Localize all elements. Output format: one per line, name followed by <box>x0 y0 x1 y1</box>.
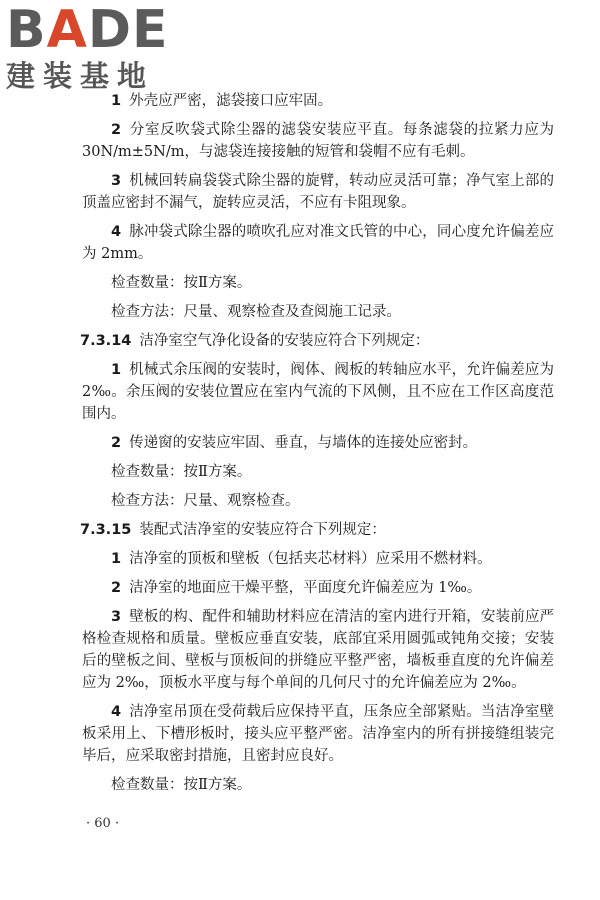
numbered-item <box>82 701 554 767</box>
paragraph-text: 洁净室的顶板和壁板（包括夹芯材料）应采用不燃材料。 <box>129 551 492 567</box>
paragraph-text: 洁净室的地面应干燥平整，平面度允许偏差应为 1‰。 <box>129 580 482 596</box>
paragraph-text: 分室反吹袋式除尘器的滤袋安装应平直。每条滤袋的拉紧力应为 30N/m±5N/m，与滤袋连接接触的短管和袋帽不应有毛刺。 <box>82 122 554 160</box>
numbered-item <box>82 221 554 265</box>
numbered-item <box>82 359 554 425</box>
inspection-note <box>82 490 554 512</box>
paragraph-text: 洁净室吊顶在受荷载后应保持平直，压条应全部紧贴。当洁净室壁板采用上、下槽形板时，接头应平整严密。洁净室内的所有拼接缝组装完毕后，应采取密封措施，且密封应良好。 <box>82 704 554 764</box>
item-number: 1 <box>111 93 122 109</box>
inspection-note <box>82 301 554 323</box>
paragraph-text: 脉冲袋式除尘器的喷吹孔应对准文氏管的中心，同心度允许偏差应为 2mm。 <box>82 224 554 262</box>
item-number: 1 <box>111 551 122 567</box>
paragraph-text: 洁净室空气净化设备的安装应符合下列规定： <box>139 333 430 349</box>
inspection-note <box>82 461 554 483</box>
item-number: 3 <box>111 609 122 625</box>
item-number: 3 <box>111 173 122 189</box>
item-number: 2 <box>111 435 122 451</box>
paragraph-text: 装配式洁净室的安装应符合下列规定： <box>139 522 386 538</box>
paragraph-text: 壁板的构、配件和辅助材料应在清洁的室内进行开箱，安装前应严格检查规格和质量。壁板应垂直安装，底部宜采用圆弧或钝角交接；安装后的壁板之间、壁板与顶板间的拼缝应平整严密，墙板垂直度的允许偏差应为 2‰，顶板水平度与每个单间的几何尺寸的允许偏差应为 2‰。 <box>82 609 554 691</box>
numbered-item <box>82 548 554 570</box>
clause-number: 7.3.14 <box>80 333 132 349</box>
clause-number: 7.3.15 <box>80 522 132 538</box>
paragraph-text: 检查数量：按Ⅱ方案。 <box>111 777 252 793</box>
numbered-item <box>82 432 554 454</box>
paragraph-text: 检查数量：按Ⅱ方案。 <box>111 464 252 480</box>
paragraph-text: 外壳应严密，滤袋接口应牢固。 <box>129 93 333 109</box>
paragraph-text: 传递窗的安装应牢固、垂直，与墙体的连接处应密封。 <box>129 435 478 451</box>
numbered-item <box>82 577 554 599</box>
page-number: · 60 · <box>86 816 120 831</box>
logo-wordmark: BADE <box>6 0 169 60</box>
numbered-item <box>82 119 554 163</box>
numbered-item <box>82 606 554 694</box>
paragraph-text: 检查数量：按Ⅱ方案。 <box>111 275 252 291</box>
item-number: 4 <box>111 224 122 240</box>
paragraph-text: 机械回转扁袋袋式除尘器的旋臂，转动应灵活可靠；净气室上部的顶盖应密封不漏气，旋转应灵活，不应有卡阻现象。 <box>82 173 554 211</box>
item-number: 2 <box>111 580 122 596</box>
paragraph-text: 检查方法：尺量、观察检查及查阅施工记录。 <box>111 304 401 320</box>
clause-heading <box>80 519 554 541</box>
inspection-note <box>82 774 554 796</box>
item-number: 4 <box>111 704 122 720</box>
logo-subtitle: 建装基地 <box>6 59 155 93</box>
paragraph-text: 检查方法：尺量、观察检查。 <box>111 493 300 509</box>
numbered-item <box>82 90 554 112</box>
paragraph-text: 机械式余压阀的安装时，阀体、阀板的转轴应水平，允许偏差应为 2‰。余压阀的安装位置应在室内气流的下风侧，且不应在工作区高度范围内。 <box>82 362 554 422</box>
numbered-item <box>82 170 554 214</box>
document-body <box>82 90 554 803</box>
bade-logo <box>6 2 186 94</box>
item-number: 2 <box>111 122 122 138</box>
clause-heading <box>80 330 554 352</box>
inspection-note <box>82 272 554 294</box>
item-number: 1 <box>111 362 122 378</box>
